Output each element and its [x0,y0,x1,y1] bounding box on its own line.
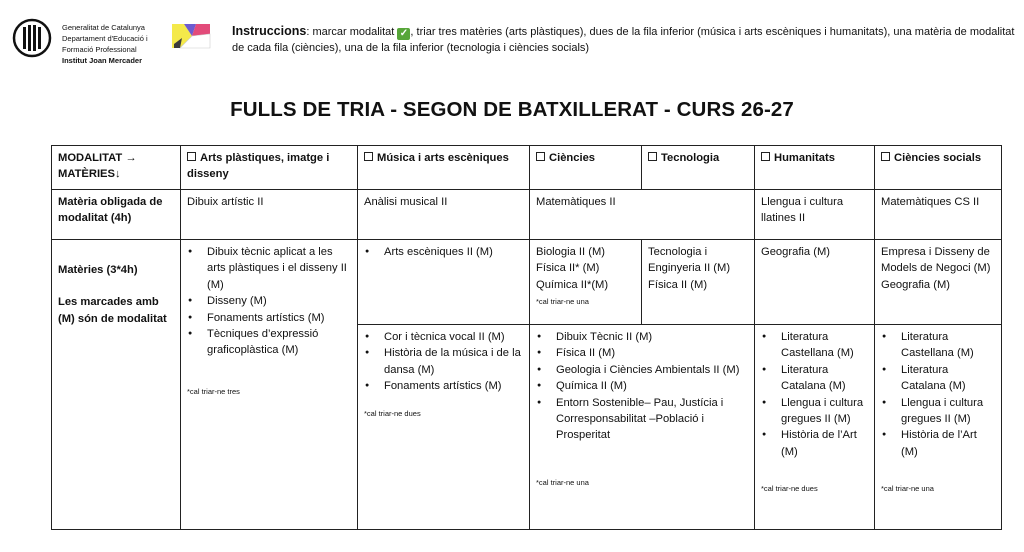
obligatory-row [52,190,1002,240]
list-item[interactable]: ● Disseny (M) [187,293,351,309]
list-item[interactable]: ● Llengua i cultura gregues II (M) [761,395,868,428]
modality-tech-label: Tecnologia [661,152,720,164]
checkbox-music[interactable] [364,152,373,161]
modality-tech[interactable] [642,146,755,190]
humanities-note: *cal triar-ne dues [761,484,818,494]
list-item[interactable]: ● Dibuix tècnic aplicat a les arts plàstiques i el disseny II (M) [187,244,351,293]
list-item[interactable]: Física II (M) [648,278,708,291]
modality-sciences-label: Ciències [549,152,596,164]
subjects-row-top [52,240,1002,325]
checkbox-sciences[interactable] [536,152,545,161]
org-name: Generalitat de Catalunya [62,23,145,32]
corner-modalitat: MODALITAT → [58,152,137,164]
humanities-bottom-list [761,329,868,460]
music-note: *cal triar-ne dues [364,408,421,418]
instructions-label: Instruccions [232,24,307,38]
list-item[interactable]: ● Literatura Castellana (M) [761,329,868,362]
sci-tech-bottom-list [536,329,746,444]
checkbox-tech[interactable] [648,152,657,161]
org-department: Departament d'Educació i [62,34,148,43]
modality-social[interactable] [875,146,1002,190]
instructions-pre: : marcar modalitat [306,26,398,38]
list-item[interactable]: Química II*(M) [536,278,609,291]
arts-subjects-cell [181,240,358,530]
modality-music-label: Música i arts escèniques [377,152,509,164]
modality-sciences[interactable] [530,146,642,190]
list-item[interactable]: Empresa i Disseny de Models de Negoci (M) [881,246,991,275]
modality-arts-label: Arts plàstiques, imatge i disseny [187,152,330,181]
social-top-cell [875,240,1002,325]
modality-humanities-label: Humanitats [774,152,835,164]
list-item[interactable]: ● Geologia i Ciències Ambientals II (M) [536,362,746,378]
corner-header [52,146,181,190]
music-top-cell [358,240,530,325]
modality-social-label: Ciències socials [894,152,982,164]
org-department-2: Formació Professional [62,45,137,54]
modality-arts[interactable] [181,146,358,190]
list-item[interactable]: ● Història de l’Art (M) [761,427,868,460]
list-item[interactable]: ● Fonaments artístics (M) [187,310,351,326]
list-item[interactable]: ● Cor i tècnica vocal II (M) [364,329,523,345]
modality-humanities[interactable] [755,146,875,190]
school-name: Institut Joan Mercader [62,56,143,65]
obligatory-music: Anàlisi musical II [358,190,530,240]
sci-tech-note: *cal triar-ne una [536,477,589,487]
music-bottom-list [364,329,523,395]
checkbox-social[interactable] [881,152,890,161]
list-item[interactable]: ● Història de la música i de la dansa (M) [364,345,523,378]
list-item[interactable]: Biologia II (M) [536,246,606,258]
list-item[interactable]: ● Literatura Catalana (M) [761,362,868,395]
sci-tech-bottom-cell [530,325,755,530]
list-item[interactable]: ● Llengua i cultura gregues II (M) [881,395,995,428]
instructions-text [232,23,1017,56]
obligatory-sciences: Matemàtiques II [530,190,755,240]
humanities-top-cell [755,240,875,325]
social-bottom-list [881,329,995,460]
subjects-note: Les marcades amb (M) són de modalitat [58,296,167,325]
music-bottom-cell [358,325,530,530]
list-item[interactable]: ● Literatura Catalana (M) [881,362,995,395]
list-item[interactable]: Geografia (M) [761,246,831,258]
page-title: FULLS DE TRIA - SEGON DE BATXILLERAT - CURS 26-27 [230,98,794,121]
tech-top-cell [642,240,755,325]
list-item[interactable]: ● Història de l’Art (M) [881,427,995,460]
list-item[interactable]: ● Fonaments artístics (M) [364,378,523,394]
list-item[interactable]: Geografia (M) [881,278,951,291]
list-item[interactable]: ● Literatura Castellana (M) [881,329,995,362]
list-item[interactable]: ● Arts escèniques II (M) [364,244,523,260]
checkbox-arts[interactable] [187,152,196,161]
organization-block [62,22,148,66]
checkbox-humanities[interactable] [761,152,770,161]
list-item[interactable]: Tecnologia i Enginyeria II (M) [648,246,731,275]
modality-music[interactable] [358,146,530,190]
list-item[interactable]: ● Entorn Sostenible– Pau, Justícia i Corresponsabilitat –Població i Prosperitat [536,395,746,444]
list-item[interactable]: ● Tècniques d’expressió graficoplàstica (M) [187,326,351,359]
subjects-label-cell [52,240,181,530]
obligatory-humanities: Llengua i cultura llatines II [755,190,875,240]
instructions-post: , triar tres matèries (arts plàstiques), dues de la fila inferior (música i arts escèniques i humanitats), una matèria de modalitat de cada fila (ciències), una de la fila inferior (tecnologia i ciències socials) [232,26,1015,54]
corner-materies: MATÈRIES↓ [58,168,121,181]
subjects-label: Matèries (3*4h) [58,264,138,276]
obligatory-arts: Dibuix artístic II [181,190,358,240]
list-item[interactable]: Física II* (M) [536,262,600,275]
arts-note: *cal triar-ne tres [187,386,240,396]
arts-subjects-list [187,244,351,359]
sciences-top-cell [530,240,642,325]
list-item[interactable]: ● Dibuix Tècnic II (M) [536,329,746,345]
obligatory-label: Matèria obligada de modalitat (4h) [52,190,181,240]
sciences-top-note: *cal triar-ne una [536,297,589,307]
social-bottom-cell [875,325,1002,530]
check-mark-icon: ✓ [397,28,410,40]
obligatory-social: Matemàtiques CS II [875,190,1002,240]
list-item[interactable]: ● Física II (M) [536,345,746,361]
institute-logo-icon [170,22,212,50]
generalitat-logo-icon [12,18,52,58]
selection-table [51,145,1002,530]
music-top-list [364,244,523,260]
humanities-bottom-cell [755,325,875,530]
modality-header-row [52,146,1002,190]
social-note: *cal triar-ne una [881,484,934,494]
list-item[interactable]: ● Química II (M) [536,378,746,394]
